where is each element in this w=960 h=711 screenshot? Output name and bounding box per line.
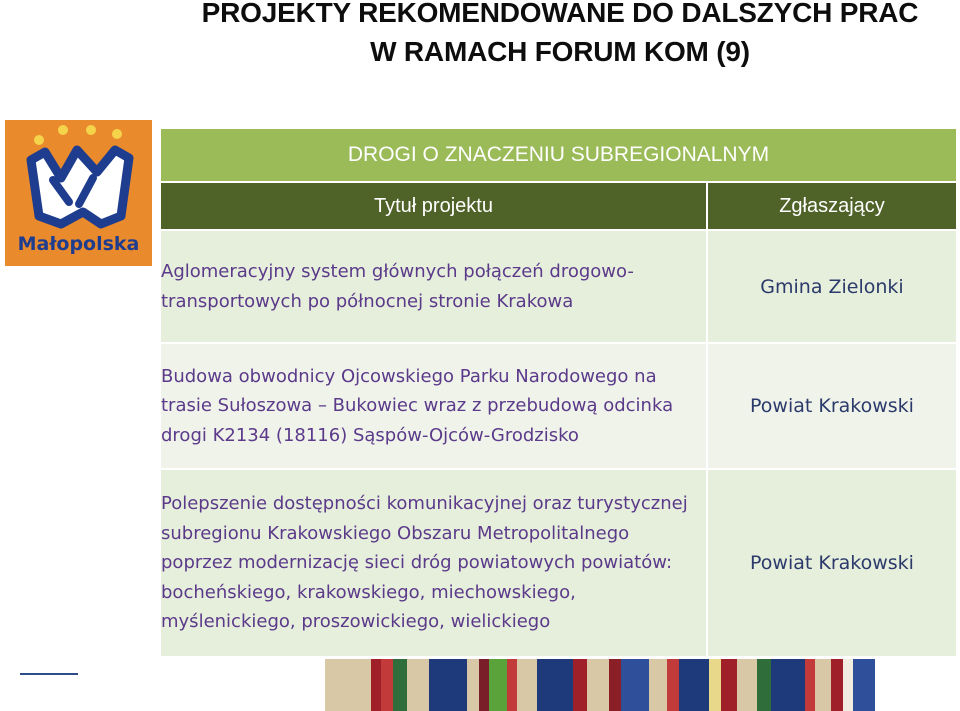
table-row [160, 230, 957, 343]
page-indicator-bar [20, 673, 78, 675]
project-title-cell: Budowa obwodnicy Ojcowskiego Parku Narodowego na trasie Sułoszowa – Bukowiec wraz z przebudową odcinka drogi K2134 (18116) Sąspów-Ojców-Grodzisko [160, 343, 707, 469]
project-title-cell: Polepszenie dostępności komunikacyjnej oraz turystycznej subregionu Krakowskiego Obszaru Metropolitalnego poprzez modernizację sieci dróg powiatowych powiatów: bocheńskiego, krakowskiego, miechowskiego, myślenickiego, proszowickiego, wielickiego [160, 469, 707, 657]
malopolska-logo [5, 120, 152, 266]
logo-wordmark: Małopolska [17, 233, 140, 255]
table-row [160, 343, 957, 469]
table-row [160, 469, 957, 657]
column-header-project: Tytuł projektu [160, 182, 707, 230]
applicant-cell: Powiat Krakowski [707, 343, 957, 469]
column-header-applicant: Zgłaszający [707, 182, 957, 230]
project-title-cell: Aglomeracyjny system głównych połączeń drogowo-transportowych po północnej stronie Krakowa [160, 230, 707, 343]
slide-title-line-2: W RAMACH FORUM KOM (9) [370, 36, 750, 67]
malopolska-logo-icon [5, 120, 152, 235]
slide-title-line-1: PROJEKTY REKOMENDOWANE DO DALSZYCH PRAC [201, 0, 919, 28]
applicant-cell: Powiat Krakowski [707, 469, 957, 657]
applicant-cell: Gmina Zielonki [707, 230, 957, 343]
projects-table [160, 128, 957, 657]
decorative-stripe-band [325, 659, 905, 711]
section-header: DROGI O ZNACZENIU SUBREGIONALNYM [160, 128, 957, 182]
